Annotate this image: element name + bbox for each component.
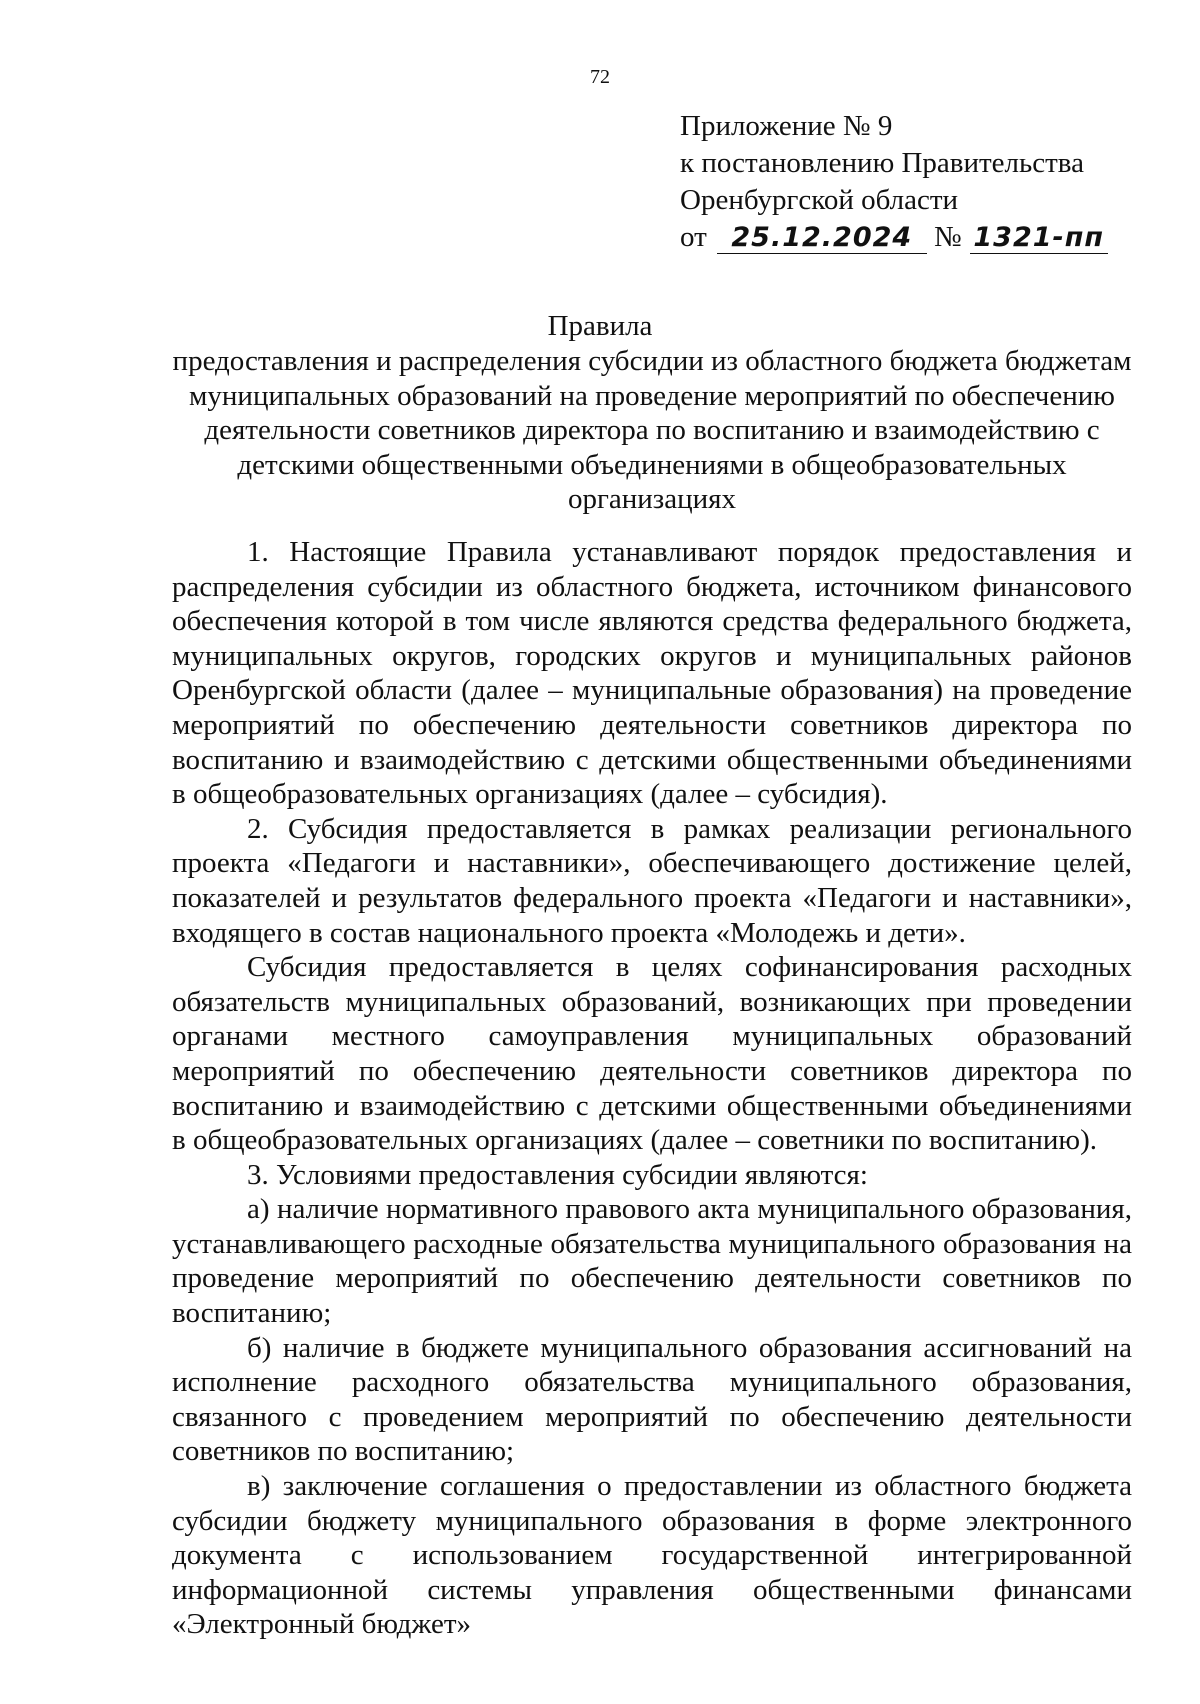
document-subtitle: предоставления и распределения субсидии из областного бюджета бюджетам муниципальных образований на проведение мероприятий по обеспечению деятельности советников директора по воспитанию и взаимодействию с детскими общественными объединениями в общеобразовательных организациях bbox=[172, 345, 1132, 515]
from-label: от bbox=[680, 221, 707, 253]
paragraph-3c: в) заключение соглашения о предоставлении из областного бюджета субсидии бюджету муниципального образования в форме электронного документа с использованием государственной интегрированной информационной системы управления общественными финансами «Электронный бюджет» bbox=[172, 1470, 1132, 1641]
number-label: № bbox=[934, 221, 962, 253]
handwritten-date: 25.12.2024 bbox=[717, 223, 927, 254]
paragraph-3a: а) наличие нормативного правового акта муниципального образования, устанавливающего расходные обязательства муниципального образования на проведение мероприятий по обеспечению деятельности советников по воспитанию; bbox=[172, 1193, 1132, 1330]
paragraph-2-continued: Субсидия предоставляется в целях софинансирования расходных обязательств муниципальных образований, возникающих при проведении органами местного самоуправления муниципальных образований мероприятий по обеспечению деятельности советников директора по воспитанию и взаимодействию с детскими общественными объединениями в общеобразовательных организациях (далее – советники по воспитанию). bbox=[172, 951, 1132, 1157]
paragraph-2: 2. Субсидия предоставляется в рамках реализации регионального проекта «Педагоги и наставники», обеспечивающего достижение целей, показателей и результатов федерального проекта «Педагоги и наставники», входящего в состав национального проекта «Молодежь и дети». bbox=[172, 812, 1132, 949]
paragraph-3b: б) наличие в бюджете муниципального образования ассигнований на исполнение расходного обязательства муниципального образования, связанного с проведением мероприятий по обеспечению деятельности советников по воспитанию; bbox=[172, 1331, 1132, 1468]
document-body bbox=[172, 535, 1132, 1642]
paragraph-1: 1. Настоящие Правила устанавливают порядок предоставления и распределения субсидии из областного бюджета, источником финансового обеспечения которой в том числе являются средства федерального бюджета, муниципальных округов, городских округов и муниципальных районов Оренбургской области (далее – муниципальные образования) на проведение мероприятий по обеспечению деятельности советников директора по воспитанию и взаимодействию с детскими общественными объединениями в общеобразовательных организациях (далее – субсидия). bbox=[172, 536, 1132, 811]
appendix-line-3: Оренбургской области bbox=[680, 184, 959, 216]
appendix-line-2: к постановлению Правительства bbox=[680, 147, 1084, 179]
handwritten-number: 1321-пп bbox=[970, 223, 1108, 254]
document-title: Правила bbox=[547, 310, 653, 342]
appendix-line-1: Приложение № 9 bbox=[680, 110, 893, 142]
appendix-date-number-line bbox=[680, 219, 1120, 256]
appendix-block bbox=[680, 108, 1120, 256]
page-number: 72 bbox=[590, 66, 610, 88]
paragraph-3: 3. Условиями предоставления субсидии являются: bbox=[247, 1158, 868, 1191]
